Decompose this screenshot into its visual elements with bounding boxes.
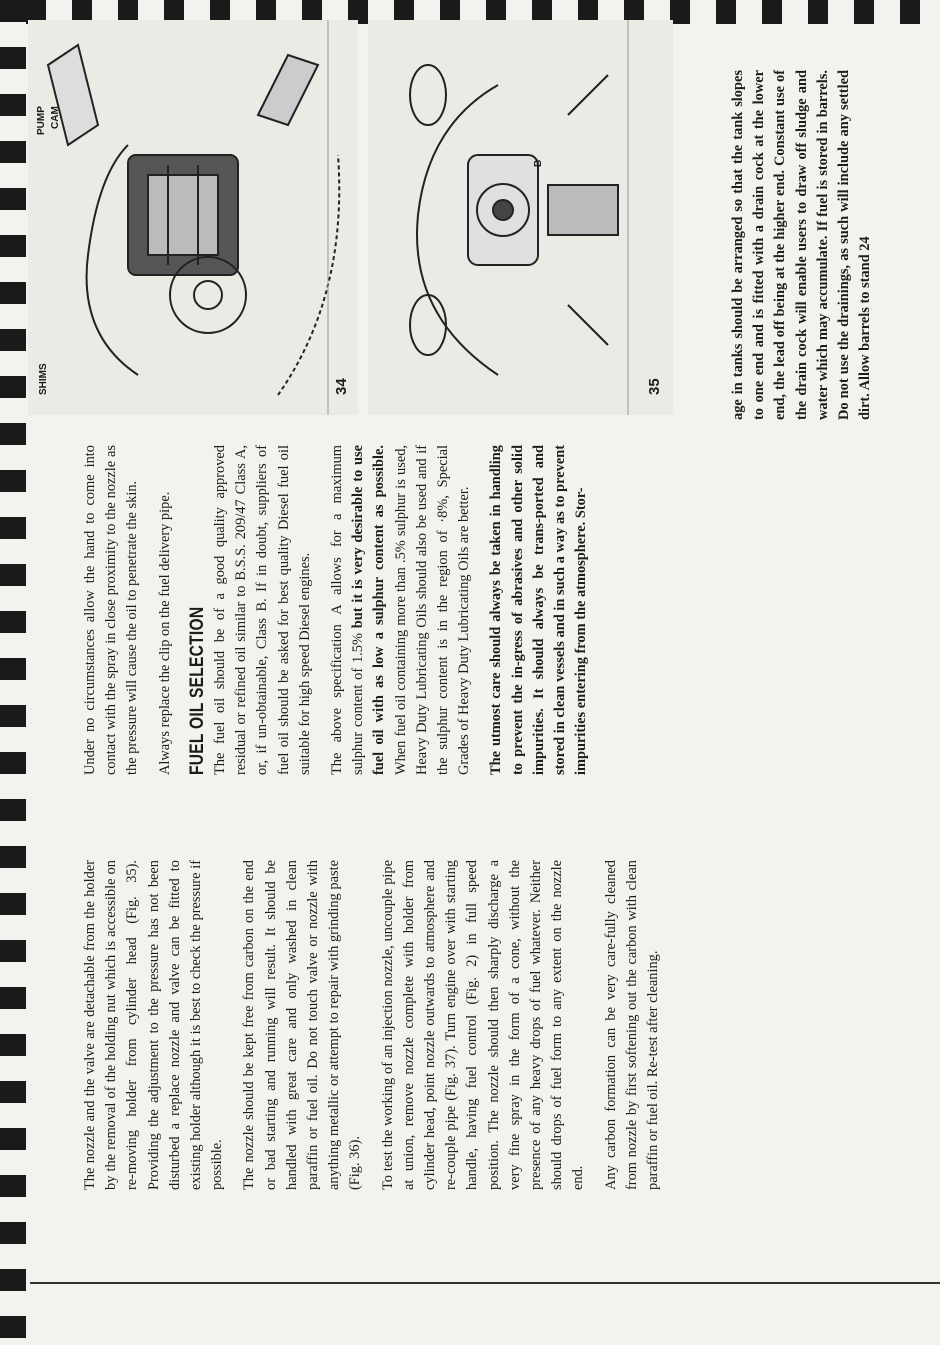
- paragraph-nozzle-detach: The nozzle and the valve are detachable from the holder by the removal of the holding nut which is accessible on re-moving holder from cylinder head (Fig. 35). Providing the adjustment to the pressure has not been disturbed a replace nozzle and valve can be fitted to existing holder although it is best to check the pressure if possible.: [82, 860, 226, 1190]
- figure-drawings: [28, 15, 676, 415]
- paragraph-nozzle-carbon: The nozzle should be kept free from carbon on the end or bad starting and running will result. It should be handled with great care and only washed in clean paraffin or fuel oil. Do not touch valve or nozzle with anything metallic or attempt to repair with grinding paste (Fig. 36).: [241, 860, 364, 1190]
- paragraph-sulphur-content: [327, 445, 475, 775]
- paragraph-replace-clip: Always replace the clip on the fuel delivery pipe.: [156, 491, 173, 775]
- paragraph-nozzle-test: To test the working of an injection nozzle, uncouple pipe at union, remove nozzle complete with holder from cylinder head, point nozzle outwards to atmosphere and re-couple pipe (Fig. 37). Turn engine over with starting handle, having fuel control (Fig. 2) in full speed position. The nozzle should then sharply discharge a very fine spray in the form of a cone, without the presence of any heavy drops of fuel whatever. Neither should drops of fuel form to any extent on the nozzle end.: [379, 860, 587, 1190]
- paragraph-spray-warning: Under no circumstances allow the hand to come into contact with the spray in close proximity to the nozzle as the pressure will cause the oil to penetrate the skin.: [82, 445, 141, 775]
- figure-35-illustration: [368, 20, 673, 415]
- paragraph-fuel-quality: The fuel oil should be of a good quality approved residual or refined oil similar to B.S.S. 209/47 Class A, or, if un-obtainable, Class B. If in doubt, suppliers of fuel oil should be asked for best quality Diesel fuel oil suitable for high speed Diesel engines.: [212, 445, 313, 775]
- figure-34-illustration: [28, 20, 358, 415]
- sulphur-text-c: When fuel oil containing more than .5% sulphur is used, Heavy Duty Lubricating Oils should also be used and if the sulphur content is in the region of ·8%, Special Grades of Heavy Duty Lubricating Oils are better.: [392, 445, 473, 775]
- callout-cam: CAM: [50, 106, 61, 129]
- callout-pump: PUMP: [36, 106, 47, 135]
- handling-care-bold: The utmost care should always be taken in handling to prevent the in-gress of abrasives and other solid impurities. It should always be trans-ported and stored in clean vessels and in such a way as to prevent impurities entering from the atmosphere. Stor-: [488, 445, 590, 775]
- figure-35-number: 35: [646, 378, 663, 395]
- figure-area: [28, 15, 676, 415]
- text-column-right: [728, 70, 887, 420]
- sulphur-text-bold: but it is very desirable to use fuel oil with as low a sulphur content as possible.: [350, 445, 388, 775]
- paragraph-carbon-cleaning: Any carbon formation can be very care-fully cleaned from nozzle by first softening out the carbon with clean paraffin or fuel oil. Re-test after cleaning.: [602, 860, 662, 1190]
- paragraph-tank-storage: age in tanks should be arranged so that the tank slopes to one end and is fitted with a drain cock at the lower end, the lead off being at the higher end. Constant use of the drain cock will enable users to draw off sludge and water which may accumulate. If fuel is stored in barrels. Do not use the drainings, as such will include any settled dirt. Allow barrels to stand 24: [730, 70, 874, 420]
- text-column-left: [80, 860, 675, 1190]
- callout-b: B: [533, 159, 544, 167]
- callout-shims: SHIMS: [38, 363, 49, 395]
- sulphur-text-a: The above specification A allows for a maximum sulphur content of 1.5%: [329, 445, 367, 775]
- text-column-middle: [80, 445, 603, 775]
- section-heading-fuel-oil: FUEL OIL SELECTION: [186, 606, 208, 775]
- figure-34-number: 34: [333, 378, 350, 395]
- paragraph-handling-care: [486, 445, 592, 775]
